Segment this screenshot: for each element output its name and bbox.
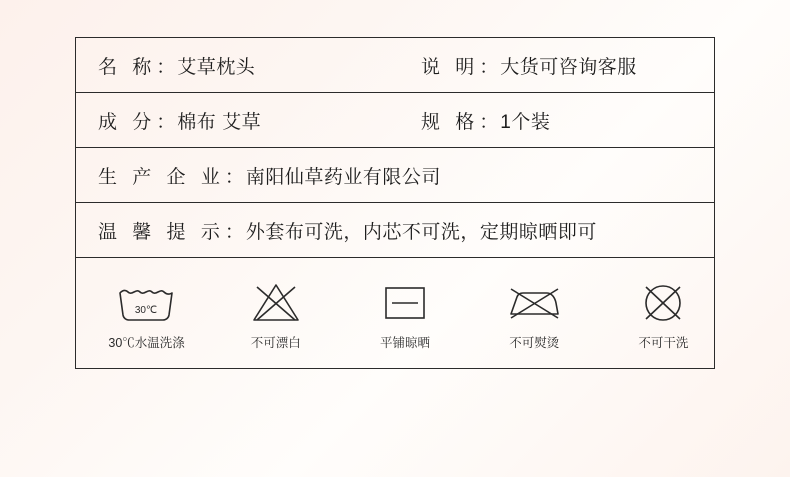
care-caption: 不可漂白	[250, 335, 301, 350]
spec-manufacturer-label: 生 产 企 业	[98, 166, 225, 188]
no-bleach-triangle-icon	[247, 276, 305, 328]
spec-size-cell	[413, 107, 692, 134]
specification-table	[75, 37, 715, 369]
care-symbols-list	[76, 276, 714, 351]
spec-manufacturer-colon: ：	[224, 166, 244, 188]
care-item	[613, 276, 714, 351]
spec-note-value: 大货可咨询客服	[500, 56, 637, 78]
care-caption: 不可干洗	[638, 335, 689, 350]
spec-tips-cell	[98, 217, 692, 244]
care-caption: 平铺晾晒	[380, 335, 431, 350]
table-row	[76, 148, 714, 203]
flat-dry-icon	[376, 276, 434, 328]
spec-tips-value: 外套布可洗，内芯不可洗，定期晾晒即可	[245, 221, 597, 243]
spec-name-value: 艾草枕头	[177, 56, 256, 78]
no-dryclean-circle-icon	[634, 276, 692, 328]
wash-temp-text: 30℃	[134, 304, 157, 316]
spec-tips-label: 温 馨 提 示	[98, 221, 225, 243]
spec-manufacturer-value: 南阳仙草药业有限公司	[245, 166, 441, 188]
spec-note-label: 说 明	[421, 56, 480, 78]
spec-size-colon: ：	[479, 111, 499, 133]
care-item	[96, 276, 197, 351]
care-item	[484, 276, 585, 351]
spec-name-cell	[98, 52, 413, 79]
care-item	[225, 276, 326, 351]
spec-material-label: 成 分	[98, 111, 157, 133]
no-iron-icon	[503, 276, 565, 328]
table-row	[76, 203, 714, 258]
spec-material-colon: ：	[156, 111, 176, 133]
spec-material-value: 棉布 艾草	[177, 111, 262, 133]
spec-name-label: 名 称	[98, 56, 157, 78]
spec-manufacturer-cell	[98, 162, 692, 189]
spec-tips-colon: ：	[224, 221, 244, 243]
table-row	[76, 38, 714, 93]
care-caption: 不可熨烫	[509, 335, 560, 350]
spec-name-colon: ：	[156, 56, 176, 78]
spec-note-colon: ：	[479, 56, 499, 78]
care-caption: 30℃水温洗涤	[108, 335, 185, 350]
table-row	[76, 93, 714, 148]
spec-note-cell	[413, 52, 692, 79]
spec-size-value: 1个装	[500, 111, 551, 133]
wash-tub-icon	[114, 276, 180, 328]
spec-material-cell	[98, 107, 413, 134]
care-item	[354, 276, 455, 351]
spec-size-label: 规 格	[421, 111, 480, 133]
care-symbols-row	[76, 258, 714, 368]
